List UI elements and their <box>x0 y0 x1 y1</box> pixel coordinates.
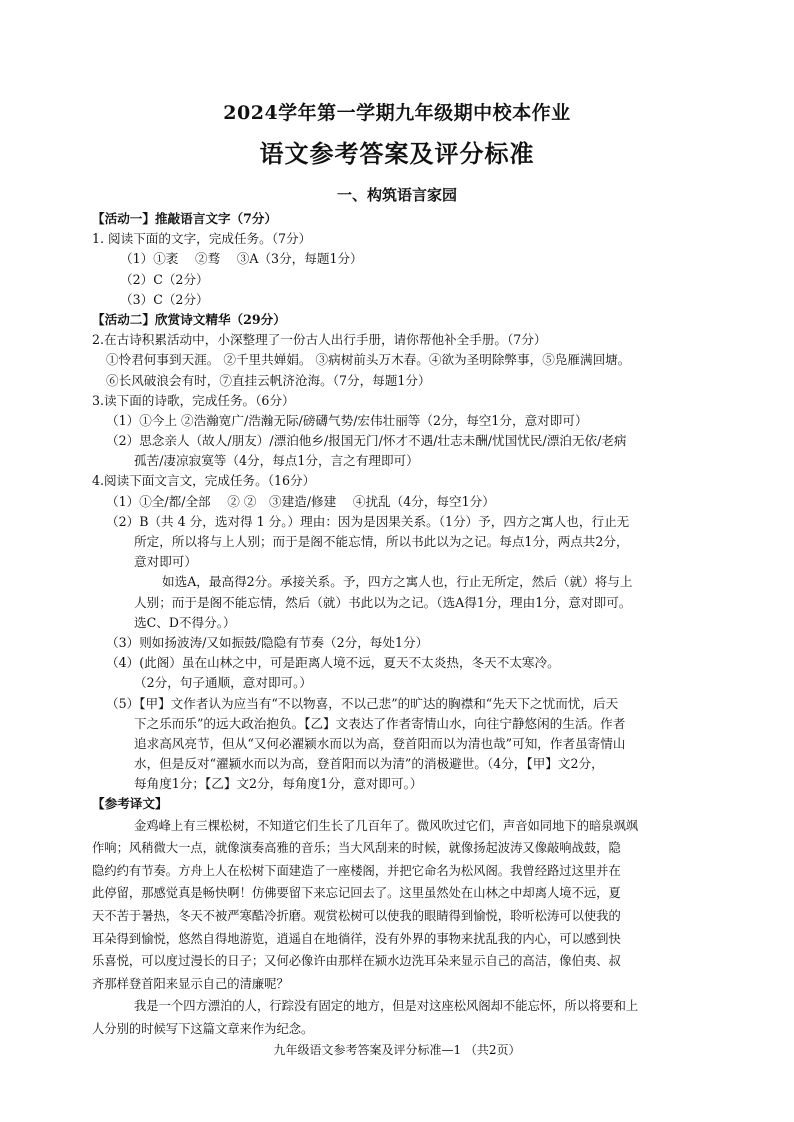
translation-line: 天不苦于暑热，冬天不被严寒酷冷折磨。观赏松树可以使我的眼睛得到愉悦，聆听松涛可以使我的 <box>92 909 621 923</box>
answer-line: 4.阅读下面文言文，完成任务。（16分） <box>92 473 316 489</box>
answer-line: 每角度1分；【乙】文2分，每角度1分，意对即可。） <box>134 776 423 792</box>
translation-line: 金鸡峰上有三棵松树，不知道它们生长了几百年了。微风吹过它们，声音如同地下的暗泉飒飒 <box>134 818 639 833</box>
answer-line: 如选A，最高得2分。承接关系。予，四方之寓人也，行止无所定，然后（就）将与上 <box>162 574 633 590</box>
answer-line: 3.读下面的诗歌，完成任务。（6分） <box>92 392 295 408</box>
page-footer: 九年级语文参考答案及评分标准—1 （共2页） <box>273 1043 521 1057</box>
answer-line: （3）C（2分） <box>120 291 209 307</box>
answer-line: 孤苦/凄凉寂寞等（4分，每点1分，言之有理即可） <box>134 453 419 469</box>
document-subtitle: 语文参考答案及评分标准 <box>259 139 535 168</box>
answer-line: （3）则如扬波涛/又如振鼓/隐隐有节奏（2分，每处1分） <box>106 634 429 650</box>
answer-line: （1）①全/都/全部 ② ② ③建造/修建 ④扰乱（4分，每空1分） <box>106 493 495 509</box>
activity-heading: 【活动一】推敲语言文字（7分） <box>92 211 278 226</box>
answer-line: 人别；而于是阁不能忘情，然后（就）书此以为之记。（选A得1分，理由1分，意对即可。 <box>134 594 632 610</box>
answer-line: ⑥长风破浪会有时，⑦直挂云帆济沧海。（7分，每题1分） <box>106 372 431 388</box>
translation-line: 齐那样登首阳来显示自己的清廉呢？ <box>92 976 289 991</box>
translation-line: 耳朵得到愉悦，悠然自得地游览，逍遥自在地徜徉，没有外界的事物来扰乱我的内心，可以感到快 <box>92 931 621 946</box>
answer-line: 意对即可） <box>134 554 197 570</box>
answer-line: 1. 阅读下面的文字，完成任务。（7分） <box>92 231 312 247</box>
answer-line: （4）(此阁）虽在山林之中，可是距离人境不远，夏天不太炎热，冬天不太寒冷。 <box>106 655 560 671</box>
answer-line: 选C、D不得分。） <box>134 614 236 630</box>
answer-line: （1）①袤 ②骛 ③A（3分，每题1分） <box>120 251 363 267</box>
answer-line: 2.在古诗积累活动中，小深整理了一份古人出行手册，请你帮他补全手册。（7分） <box>92 332 547 348</box>
answer-line: （2）B（共 4 分，选对得 1 分。）理由：因为是因果关系。（1分）予，四方之寓人也，行止无 <box>106 513 630 529</box>
answer-line: 水，但是反对“濯颍水而以为高，登首阳而以为清”的消极避世。（4分，【甲】文2分， <box>134 756 604 772</box>
activity-heading: 【参考译文】 <box>92 796 168 812</box>
document-title: 2024学年第一学期九年级期中校本作业 <box>223 102 571 124</box>
section-heading: 一、构筑语言家园 <box>336 186 457 204</box>
translation-block <box>92 815 718 1041</box>
answer-body <box>92 209 718 1041</box>
answer-line: 所定，所以将与上人别；而于是阁不能忘情，所以书此以为之记。每点1分，两点共2分， <box>134 534 629 549</box>
answer-line: （2）思念亲人（故人/朋友）/漂泊他乡/报国无门/怀才不遇/壮志未酬/忧国忧民/漂泊无依/老病 <box>106 433 627 449</box>
activity-heading: 【活动二】欣赏诗文精华（29分） <box>92 311 286 327</box>
answer-line: （2分，句子通顺，意对即可。） <box>134 675 313 691</box>
translation-line: 隐约约有节奏。方舟上人在松树下面建造了一座楼阁，并把它命名为松风阁。我曾经路过这里并在 <box>92 863 621 878</box>
answer-line: 下之乐而乐”的远大政治抱负。【乙】文表达了作者寄情山水，向往宁静悠闲的生活。作者 <box>134 715 626 731</box>
answer-line: （1）①今上 ②浩瀚宽广/浩瀚无际/磅礴气势/宏伟壮丽等（2分，每空1分，意对即可） <box>106 412 588 428</box>
translation-line: 作响；风稍微大一点，就像演奏高雅的音乐；当大风刮来的时候，就像扬起波涛又像敲响战鼓，隐 <box>92 841 621 856</box>
answer-line: （5）【甲】文作者认为应当有“不以物喜，不以己悲”的旷达的胸襟和“先天下之忧而忧，后天 <box>106 695 619 711</box>
translation-line: 此停留，那感觉真是畅快啊！仿佛要留下来忘记回去了。这里虽然处在山林之中却离人境不远，夏 <box>92 886 621 901</box>
answer-line: 追求高风亮节，但从“又何必濯颍水而以为高，登首阳而以为清也哉”可知，作者虽寄情山 <box>134 735 626 751</box>
translation-line: 我是一个四方漂泊的人，行踪没有固定的地方，但是对这座松风阁却不能忘怀，所以将要和上 <box>134 999 639 1014</box>
translation-line: 乐喜悦，可以度过漫长的日子；又何必像许由那样在颍水边洗耳朵来显示自己的高洁，像伯夷、叔 <box>92 954 621 969</box>
answer-lines <box>92 209 718 815</box>
answer-line: ①怜君何事到天涯。 ②千里共婵娟。 ③病树前头万木春。④欲为圣明除弊事，⑤凫雁满回塘。 <box>106 352 631 368</box>
translation-line: 人分别的时候写下这篇文章来作为纪念。 <box>92 1021 314 1036</box>
answer-line: （2）C（2分） <box>120 271 209 287</box>
